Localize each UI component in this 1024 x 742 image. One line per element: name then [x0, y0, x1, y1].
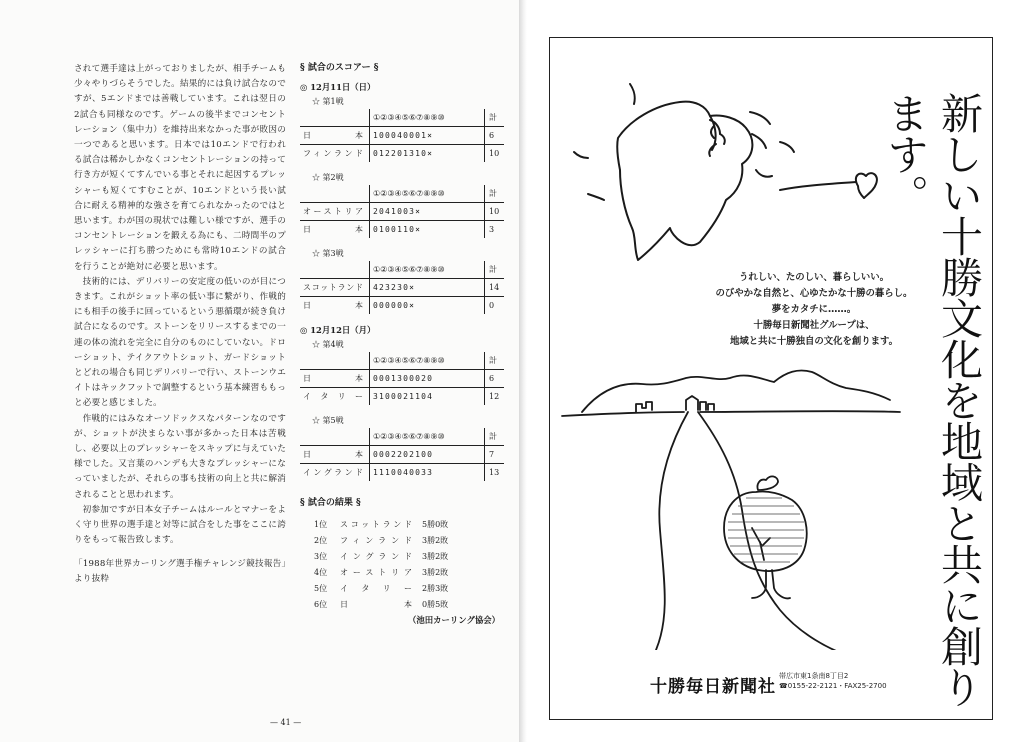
- total-header: 計: [485, 352, 505, 370]
- team-name: 日本: [300, 297, 370, 315]
- table-row: [314, 532, 452, 548]
- total-header: 計: [485, 261, 505, 279]
- end-numbers: ①②③④⑤⑥⑦⑧⑨⑩: [370, 352, 485, 370]
- scores-title: § 試合のスコアー §: [300, 63, 379, 73]
- road-right-edge: [698, 412, 850, 650]
- book-spine: [519, 0, 527, 742]
- ad-copy: [698, 270, 930, 350]
- team-name: 日本: [300, 370, 370, 388]
- team-name: 日本: [300, 127, 370, 145]
- game-date: ◎ 12月12日（月）: [300, 325, 376, 335]
- table-row: [314, 596, 452, 612]
- end-numbers: ①②③④⑤⑥⑦⑧⑨⑩: [370, 109, 485, 127]
- tree-canopy: [724, 491, 807, 571]
- table-row: [314, 516, 452, 532]
- results-title: § 試合の結果 §: [300, 498, 361, 508]
- table-row: [314, 548, 452, 564]
- company-contact: [779, 671, 887, 691]
- ad-copy-line: うれしい、たのしい、暮らしいい。: [738, 272, 889, 283]
- record: 5勝0敗: [422, 519, 449, 529]
- city-skyline: [636, 396, 714, 412]
- end-scores: 012201310×: [370, 145, 485, 163]
- total-header: 計: [485, 428, 505, 446]
- team-name: 日本: [300, 446, 370, 464]
- team-name: イングランド: [300, 464, 370, 482]
- total-header: 計: [485, 185, 505, 203]
- score-table: [300, 261, 504, 314]
- end-scores: 0001300020: [370, 370, 485, 388]
- company-phone: ☎0155-22-2121・FAX25-2700: [779, 682, 887, 690]
- essay-paragraph: 初参加ですが日本女子チームはルールとマナーをよく守り世界の選手達と対等に試合をした事をここに誇りをもって報告致します。: [74, 504, 286, 546]
- score-table: [300, 185, 504, 238]
- credit: （池田カーリング協会）: [408, 615, 500, 625]
- end-scores: 100040001×: [370, 127, 485, 145]
- record: 3勝2敗: [422, 535, 449, 545]
- end-numbers: ①②③④⑤⑥⑦⑧⑨⑩: [370, 261, 485, 279]
- record: 2勝3敗: [422, 583, 449, 593]
- end-numbers: ①②③④⑤⑥⑦⑧⑨⑩: [370, 185, 485, 203]
- total-score: 0: [485, 297, 505, 315]
- team-name: オーストリア: [340, 567, 412, 577]
- mountains: [582, 370, 890, 412]
- heart-icon: [856, 173, 877, 198]
- results-section: [300, 495, 506, 626]
- total-score: 12: [485, 388, 505, 406]
- ad-copy-line: 夢をカタチに……。: [771, 304, 857, 315]
- team-name: イタリー: [300, 388, 370, 406]
- essay-paragraph: 作戦的にはみなオーソドックスなパターンなのですが、ショットが決まらない事が多かった日本は苦戦し、必要以上のプレッシャーをスキップに与えていた様でした。又言葉のハンデも大きなプレッシャーになっていましたが、それらの事も技術の向上と共に解消されることと思われます。: [74, 413, 286, 500]
- total-score: 13: [485, 464, 505, 482]
- end-scores: 1110040033: [370, 464, 485, 482]
- team-name: スコットランド: [300, 279, 370, 297]
- total-score: 10: [485, 145, 505, 163]
- record: 3勝2敗: [422, 567, 449, 577]
- page-number: — 41 —: [270, 718, 302, 727]
- team-name: オーストリア: [300, 203, 370, 221]
- game-label: ☆ 第2戦: [312, 173, 344, 182]
- team-name: 日本: [300, 221, 370, 239]
- total-score: 7: [485, 446, 505, 464]
- road-left-edge: [656, 412, 688, 650]
- team-name: フィンランド: [340, 535, 412, 545]
- team-name: イタリー: [340, 583, 412, 593]
- end-numbers: ①②③④⑤⑥⑦⑧⑨⑩: [370, 428, 485, 446]
- scores-column: [300, 60, 506, 626]
- score-table: [300, 109, 504, 162]
- essay-column: [74, 62, 286, 587]
- rank: 1位: [314, 519, 328, 529]
- rank: 6位: [314, 599, 328, 609]
- table-row: [314, 564, 452, 580]
- end-scores: 0100110×: [370, 221, 485, 239]
- rank: 4位: [314, 567, 328, 577]
- ad-copy-line: 地域と共に十勝独自の文化を創ります。: [729, 336, 898, 347]
- rank: 5位: [314, 583, 328, 593]
- ad-copy-line: のびやかな自然と、心ゆたかな十勝の暮らし。: [715, 288, 913, 299]
- rank: 2位: [314, 535, 328, 545]
- end-scores: 000000×: [370, 297, 485, 315]
- essay-source: 「1988年世界カーリング選手権チャレンジ競技報告」より抜粋: [74, 558, 286, 584]
- team-name: 日本: [340, 599, 412, 609]
- ad-copy-line: 十勝毎日新聞社グループは、: [753, 320, 875, 331]
- record: 0勝5敗: [422, 599, 449, 609]
- total-score: 6: [485, 127, 505, 145]
- score-table: [300, 352, 504, 405]
- team-name: スコットランド: [340, 519, 412, 529]
- game-date: ◎ 12月11日（日）: [300, 82, 376, 92]
- results-table: [314, 516, 452, 612]
- end-scores: 423230×: [370, 279, 485, 297]
- total-score: 6: [485, 370, 505, 388]
- company-address: 帯広市東1条南8丁目2: [779, 672, 849, 680]
- game-label: ☆ 第1戦: [312, 97, 344, 106]
- record: 3勝2敗: [422, 551, 449, 561]
- rank: 3位: [314, 551, 328, 561]
- essay-paragraph: されて選手達は上がっておりましたが、相手チームも少々やりづらそうでした。結果的には負け試合なのですが、5エンドまでは善戦しています。これは翌日の2試合も同様なのです。ゲームの後半までコンセントレーション（集中力）を維持出来なかった事が敗因の一つであると思います。日本では10エンドで行われる試合は稀かしかなくコンセントレーションの持って行き方が短くてすんでいる事とそれに起因するプレッシャーも短くてすむことが、10エンドという長い試合に耐える精神的な強さを育てられなかったのではと思います。わが国の現状では難しい様ですが、選手のコンセントレーションを鍛える為にも、二時間半のプレッシャーに打ち勝つためにも常時10エンドの試合を行うことが絶対に必要と思います。: [74, 64, 286, 272]
- table-row: [314, 580, 452, 596]
- total-score: 10: [485, 203, 505, 221]
- essay-paragraph: 技術的には、デリバリーの安定度の低いのが目につきます。これがショット率の低い事に繋がり、作戦的にも相手の後手に回っているという悪循環が続き負け試合になるのです。ストーンをリリースするまでの一連の体の流れを完全に自分のものにしていない。ドローショット、テイクアウトショット、ガードショットとどれの場合も同じデリバリーで行い、ストーンウエイトはキックフットで調整するという基本練習ももっと必要と感じました。: [74, 276, 286, 409]
- game-label: ☆ 第5戦: [312, 416, 344, 425]
- bird-icon: [757, 476, 778, 490]
- game-label: ☆ 第3戦: [312, 249, 344, 258]
- cloud-figure: [617, 102, 752, 260]
- score-table: [300, 428, 504, 481]
- game-label: ☆ 第4戦: [312, 340, 344, 349]
- ad-headline: 新しい十勝文化を地域と共に創ります。: [881, 92, 984, 707]
- company-name: 十勝毎日新聞社: [650, 677, 776, 697]
- total-score: 3: [485, 221, 505, 239]
- team-name: イングランド: [340, 551, 412, 561]
- end-scores: 3100021104: [370, 388, 485, 406]
- total-header: 計: [485, 109, 505, 127]
- total-score: 14: [485, 279, 505, 297]
- team-name: フィンランド: [300, 145, 370, 163]
- end-scores: 0002202100: [370, 446, 485, 464]
- end-scores: 2041003×: [370, 203, 485, 221]
